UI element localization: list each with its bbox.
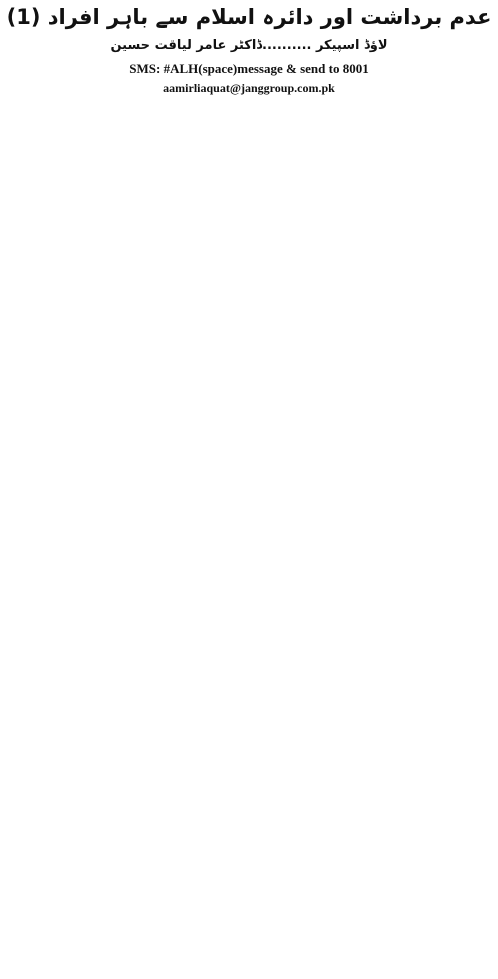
author-email: aamirliaquat@janggroup.com.pk (163, 81, 335, 95)
column-byline: لاؤڈ اسپیکر ..........ڈاکٹر عامر لیاقت حسین (110, 38, 388, 53)
column-headline: عدم برداشت اور دائرہ اسلام سے باہر افراد (1) (6, 5, 492, 29)
column-body (6, 100, 492, 975)
sms-contact-line: SMS: #ALH(space)message & send to 8001 (129, 61, 369, 76)
